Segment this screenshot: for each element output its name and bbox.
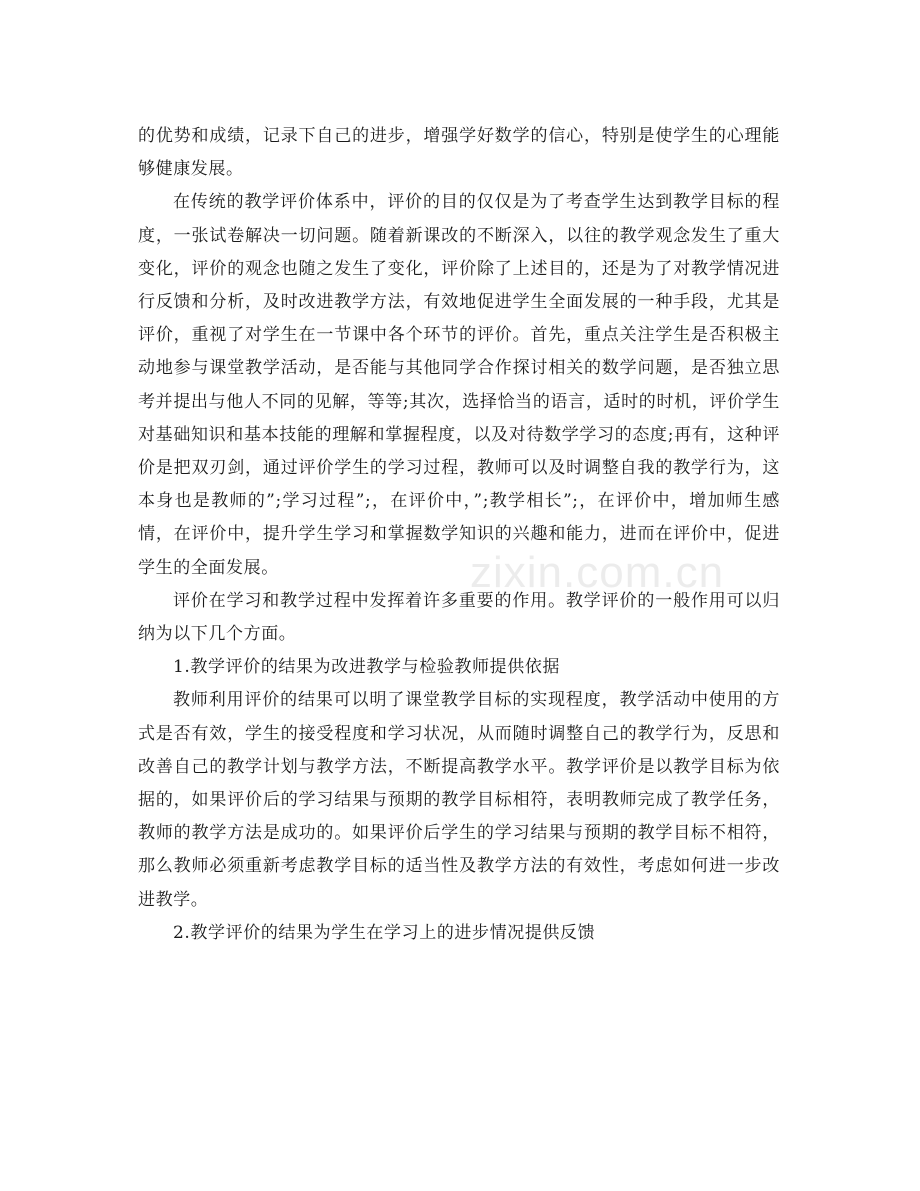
section-heading-1: 1.教学评价的结果为改进教学与检验教师提供依据 — [173, 657, 561, 678]
paragraph-1: 的优势和成绩，记录下自己的进步，增强学好数学的信心，特别是使学生的心理能够健康发展。 — [138, 126, 780, 180]
document-body — [138, 120, 780, 950]
paragraph-4: 教师利用评价的结果可以明了课堂教学目标的实现程度，教学活动中使用的方式是否有效，学生的接受程度和学习状况，从而随时调整自己的教学行为，反思和改善自己的教学计划与教学方法，不断提高教学水平。教学评价是以教学目标为依据的，如果评价后的学习结果与预期的教学目标相符，表明教师完成了教学任务，教师的教学方法是成功的。如果评价后学生的学习结果与预期的教学目标不相符，那么教师必须重新考虑教学目标的适当性及教学方法的有效性，考虑如何进一步改进教学。 — [138, 690, 780, 910]
watermark: zixin.com.cn — [470, 548, 725, 597]
paragraph-3: 评价在学习和教学过程中发挥着许多重要的作用。教学评价的一般作用可以归纳为以下几个方面。 — [138, 590, 780, 645]
paragraph-2: 在传统的教学评价体系中，评价的目的仅仅是为了考查学生达到教学目标的程度，一张试卷解决一切问题。随着新课改的不断深入，以往的教学观念发生了重大变化，评价的观念也随之发生了变化，评价除了上述目的，还是为了对教学情况进行反馈和分析，及时改进教学方法，有效地促进学生全面发展的一种手段，尤其是评价，重视了对学生在一节课中各个环节的评价。首先，重点关注学生是否积极主动地参与课堂教学活动，是否能与其他同学合作探讨相关的数学问题，是否独立思考并提出与他人不同的见解，等等;其次，选择恰当的语言，适时的时机，评价学生对基础知识和基本技能的理解和掌握程度，以及对待数学学习的态度;再有，这种评价是把双刃剑，通过评价学生的学习过程，教师可以及时调整自我的教学行为，这本身也是教师的”;学习过程”;，在评价中，”;教学相长”;，在评价中，增加师生感情，在评价中，提升学生学习和掌握数学知识的兴趣和能力，进而在评价中，促进学生的全面发展。 — [138, 192, 780, 578]
section-heading-2: 2.教学评价的结果为学生在学习上的进步情况提供反馈 — [173, 922, 596, 943]
